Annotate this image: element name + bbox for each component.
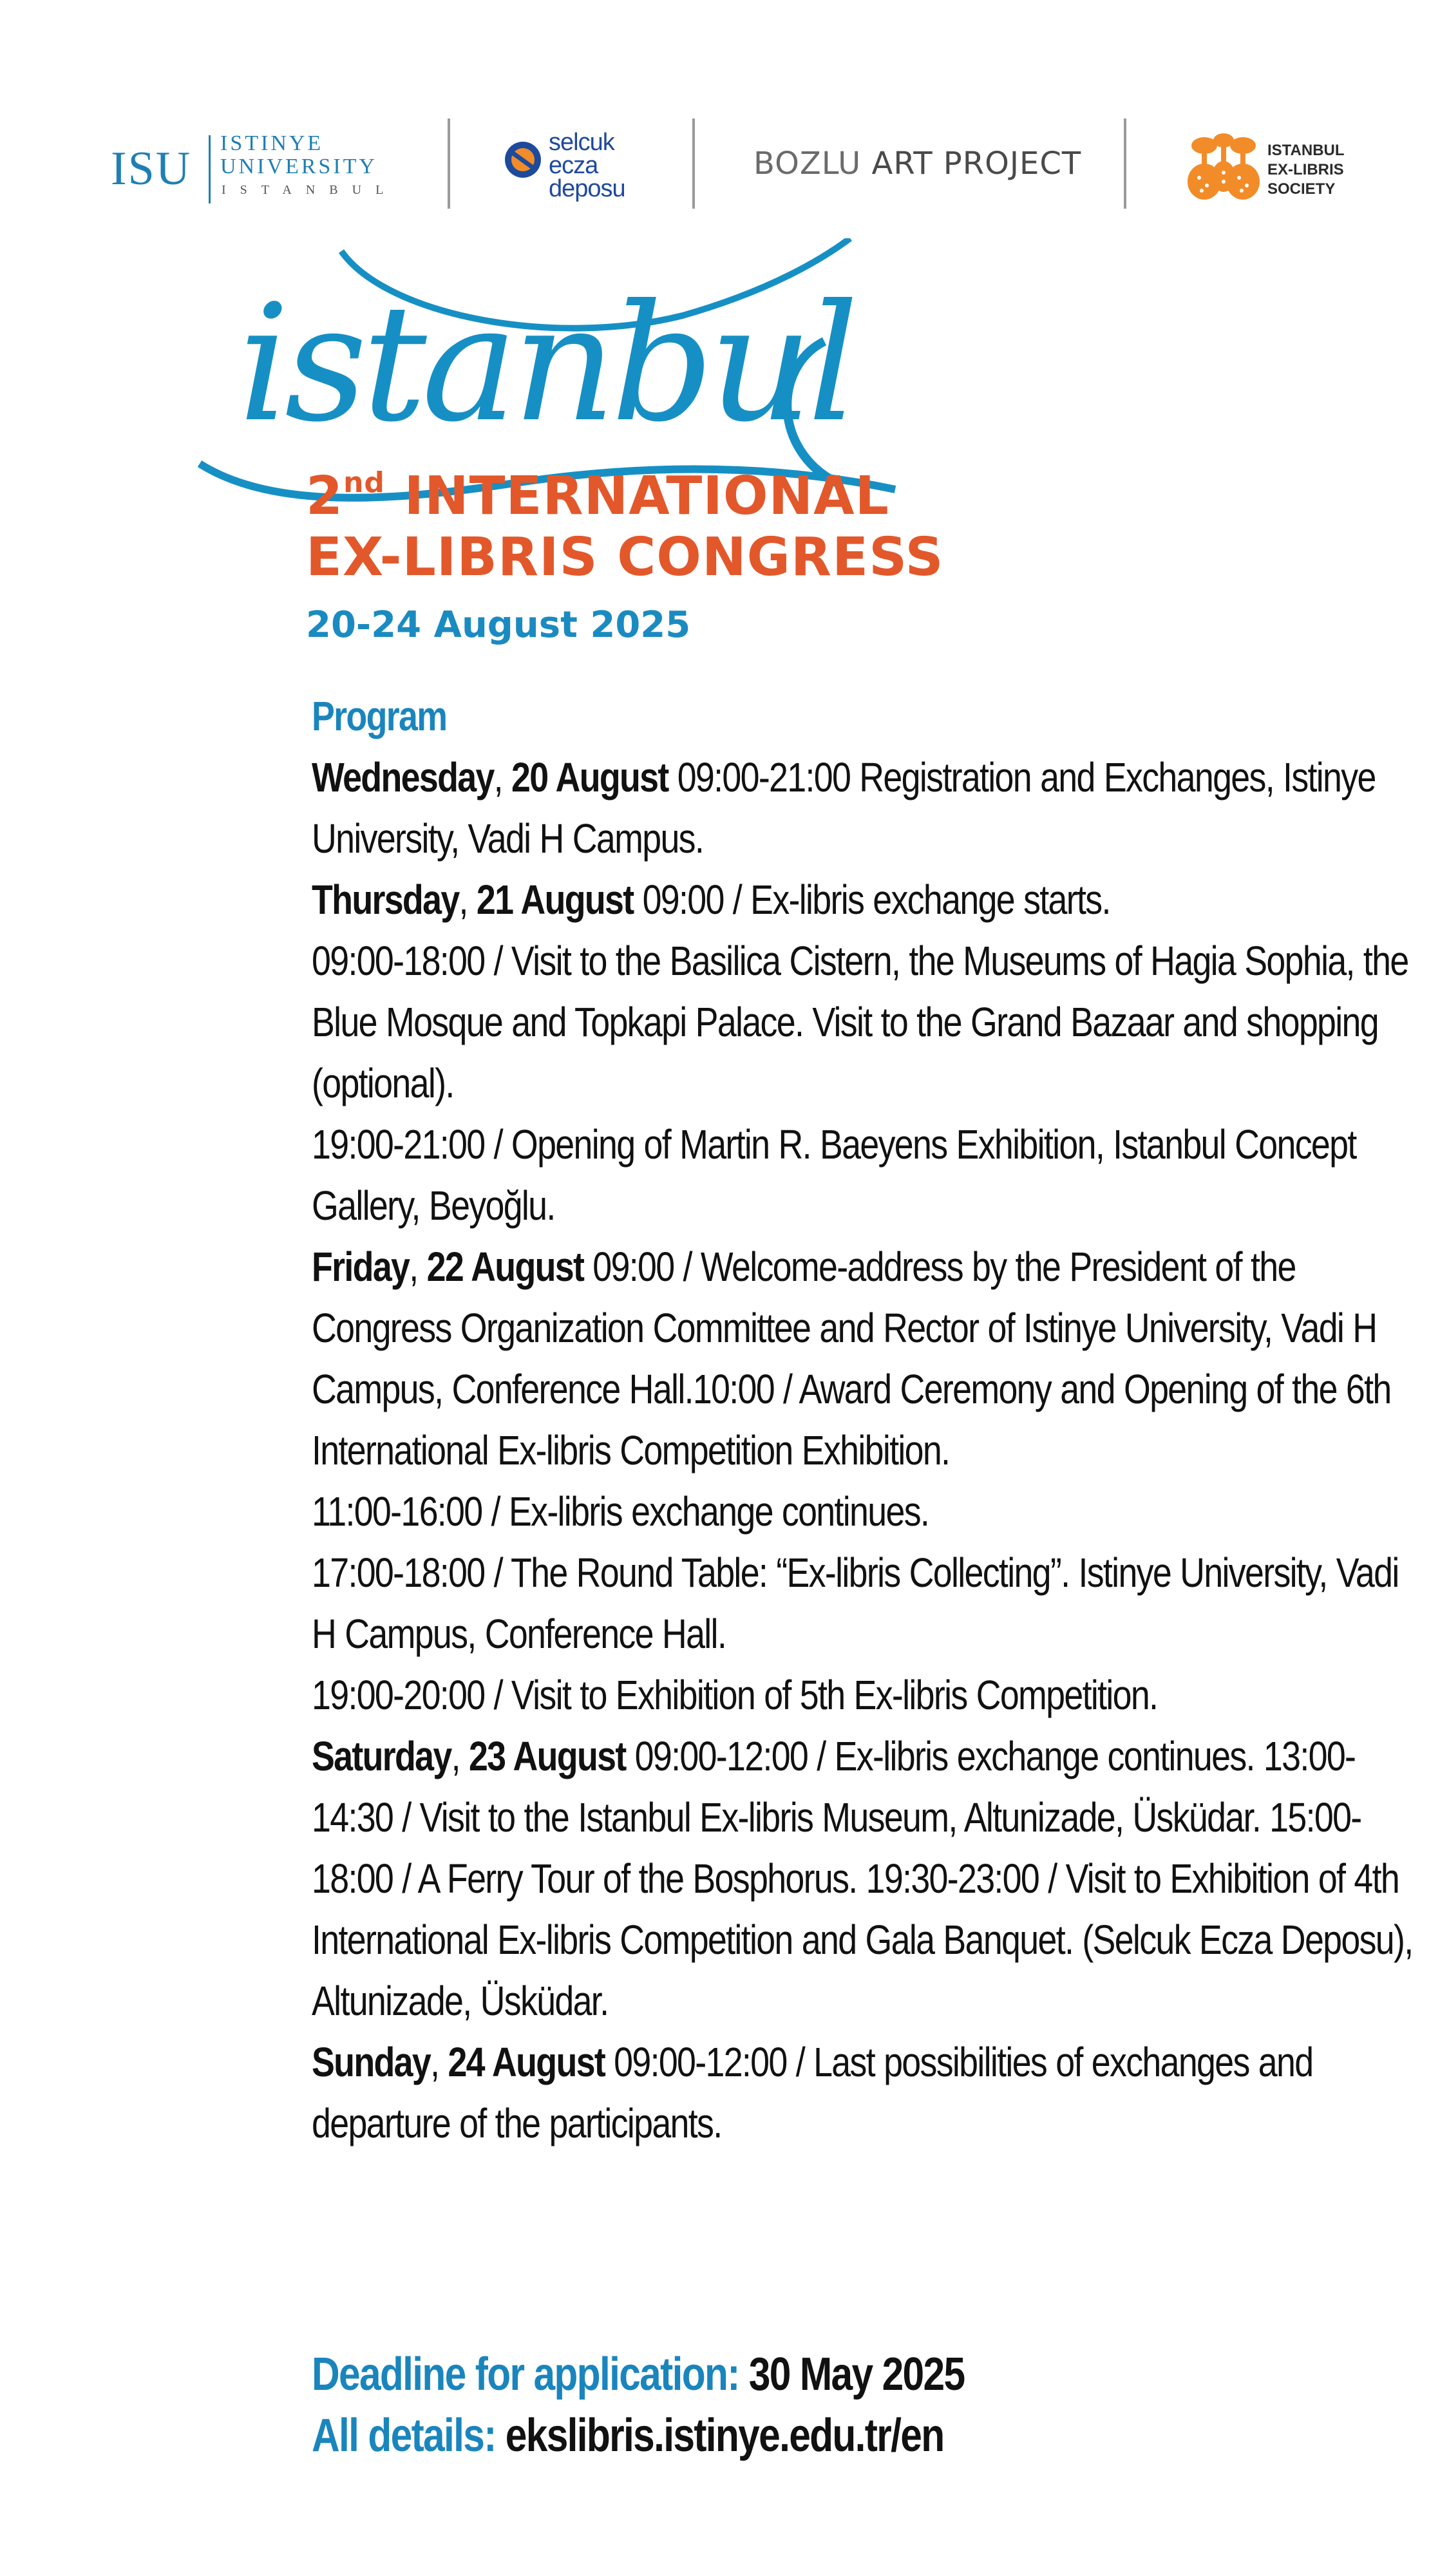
congress-dates: 20-24 August 2025	[306, 604, 691, 646]
day-name: Thursday	[312, 876, 459, 923]
ordinal-suffix: nd	[343, 466, 385, 499]
day-name: Sunday	[312, 2039, 431, 2085]
deadline-label: Deadline for application:	[312, 2349, 739, 2400]
day-text: 09:00-12:00 / Ex-libris exchange continues. 13:00-14:30 / Visit to the Istanbul Ex-libris Museum, Altunizade, Üsküdar. 15:00-18:00 / A Ferry Tour of the Bosphorus. 19:30-23:00 / Visit to Exhibition of 4th International Ex-libris Competition and Gala Banquet. (Selcuk Ecza Deposu), Altunizade, Üsküdar.	[312, 1733, 1413, 2024]
footer-info	[312, 2344, 964, 2467]
bozlu-art-project-logo	[753, 146, 1081, 182]
sponsor-divider	[1124, 118, 1126, 209]
day-name: Wednesday	[312, 754, 494, 800]
day-date: 20 August	[511, 754, 668, 800]
selcuk-icon	[502, 139, 544, 180]
details-label: All details:	[312, 2410, 496, 2461]
selcuk-line1: selcuk	[549, 129, 614, 156]
congress-international: INTERNATIONAL	[404, 466, 889, 527]
ordinal-number: 2	[306, 466, 344, 527]
congress-title-line2: EX-LIBRIS CONGRESS	[306, 527, 944, 588]
iels-line2: EX-LIBRIS	[1267, 161, 1344, 178]
congress-title-line1	[306, 466, 889, 527]
day-text: 09:00-21:00 Registration and Exchanges, Istinye University, Vadi H Campus.	[312, 754, 1376, 862]
day-date: 22 August	[426, 1244, 584, 1290]
program-line: 11:00-16:00 / Ex-libris exchange continues.	[312, 1488, 929, 1535]
program-day-saturday	[312, 1726, 1432, 2032]
bozlu-part1: BOZLU	[753, 146, 862, 182]
isu-line1: ISTINYE	[220, 131, 324, 155]
details-link[interactable]: ekslibris.istinye.edu.tr/en	[505, 2410, 944, 2461]
day-separator: ,	[459, 876, 477, 923]
selcuk-ecza-deposu-logo	[502, 122, 657, 206]
program-line: 19:00-20:00 / Visit to Exhibition of 5th Ex-libris Competition.	[312, 1672, 1158, 1718]
istanbul-ex-libris-society-logo	[1185, 125, 1365, 209]
program-day-friday	[312, 1236, 1432, 1481]
isu-line3: ISTANBUL	[222, 183, 398, 197]
day-separator: ,	[409, 1244, 427, 1290]
day-separator: ,	[493, 754, 512, 800]
day-separator: ,	[451, 1733, 469, 1779]
isu-mark: ISU	[111, 142, 192, 195]
selcuk-line3: deposu	[549, 175, 625, 202]
day-name: Friday	[312, 1244, 410, 1290]
day-date: 24 August	[448, 2039, 605, 2085]
day-date: 23 August	[468, 1733, 626, 1779]
sponsor-bar	[0, 109, 1449, 219]
istanbul-wordmark: istanbul	[238, 270, 854, 457]
details-line	[312, 2405, 964, 2467]
ex-libris-society-icon	[1185, 131, 1262, 202]
bozlu-part2: ART PROJECT	[871, 146, 1082, 182]
deadline-value: 30 May 2025	[748, 2349, 965, 2400]
sponsor-divider	[448, 118, 450, 209]
day-separator: ,	[430, 2039, 448, 2085]
program-day-thursday	[312, 869, 1432, 931]
day-name: Saturday	[312, 1733, 451, 1779]
isu-line2: UNIVERSITY	[220, 155, 377, 178]
program-day-sunday	[312, 2032, 1432, 2154]
day-date: 21 August	[476, 876, 634, 923]
day-text: 09:00 / Welcome-address by the President of the Congress Organization Committee and Rector of Istinye University, Vadi H Campus, Conference Hall.10:00 / Award Ceremony and Opening of the 6th International Ex-libris Competition Exhibition.	[312, 1244, 1391, 1473]
sponsor-divider	[692, 118, 695, 209]
program-heading: Program	[312, 693, 447, 739]
selcuk-line2: ecza	[549, 152, 598, 179]
program-line: 19:00-21:00 / Opening of Martin R. Baeyens Exhibition, Istanbul Concept Gallery, Beyoğlu.	[312, 1121, 1356, 1229]
isu-logo-rule	[209, 135, 211, 204]
program-line: 09:00-18:00 / Visit to the Basilica Cistern, the Museums of Hagia Sophia, the Blue Mosque and Topkapi Palace. Visit to the Grand Bazaar and shopping (optional).	[312, 938, 1408, 1106]
iels-line3: SOCIETY	[1267, 180, 1336, 198]
program-line: 17:00-18:00 / The Round Table: “Ex-libris Collecting”. Istinye University, Vadi H Campus, Conference Hall.	[312, 1549, 1399, 1657]
iels-line1: ISTANBUL	[1267, 142, 1345, 159]
deadline-line	[312, 2344, 964, 2405]
day-text: 09:00-12:00 / Last possibilities of exchanges and departure of the participants.	[312, 2039, 1313, 2146]
program-day-wednesday	[312, 747, 1432, 869]
day-text: 09:00 / Ex-libris exchange starts.	[633, 876, 1110, 923]
program-section	[312, 686, 1432, 2154]
